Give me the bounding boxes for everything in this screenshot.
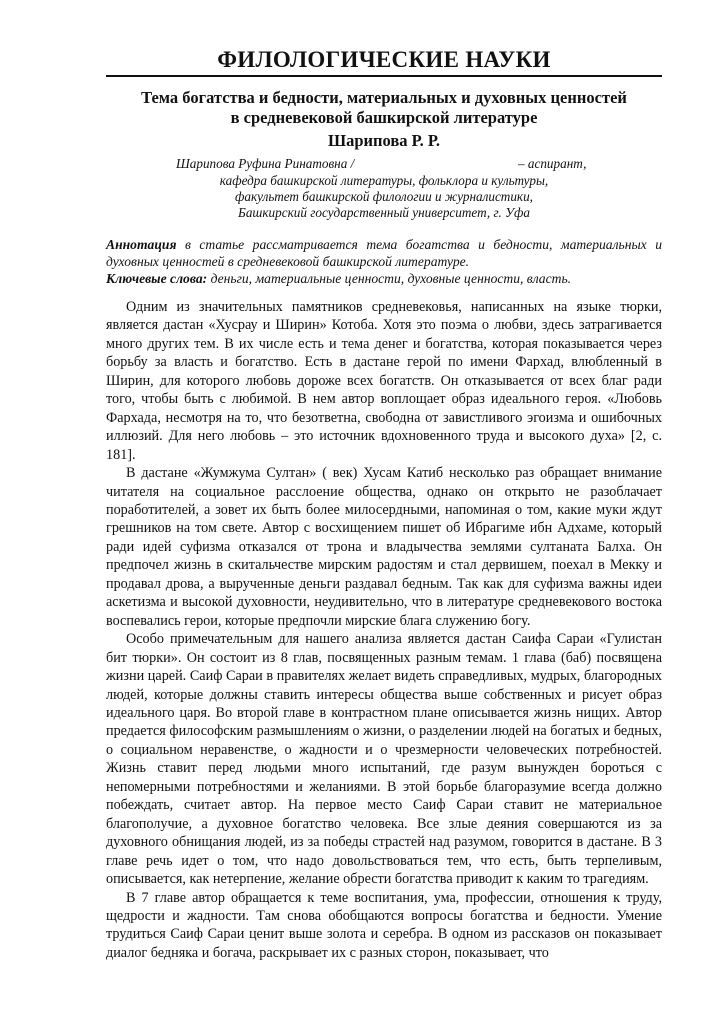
header-rule [106, 75, 662, 77]
article-title [106, 88, 662, 128]
abstract-text: в статье рассматривается тема богатства и бедности, материальных и духовных ценностей в средневековой башкирской литературе. [106, 237, 662, 269]
author-role: – аспирант, [518, 156, 587, 171]
article-author: Шарипова Р. Р. [327, 131, 441, 150]
keywords-text: деньги, материальные ценности, духовные ценности, власть. [207, 271, 572, 286]
body-paragraph: В дастане «Жумжума Султан» ( век) Хусам Катиб несколько раз обращает внимание читателя на социальное расслоение общества, однако он открыто не разоблачает поработителей, а зовет их быть более милосердными, напоминая о том, какие муки ждут грешников на том свете. Автор с восхищением пишет об Ибрагиме ибн Адхаме, который ради идей суфизма отказался от трона и владычества землями султаната Балха. Он предпочел жизнь в скитальчестве мирским радостям и стал дервишем, поехал в Мекку и продавал дрова, а вырученные деньги раздавал бедным. Так как для суфизма важны идеи аскетизма и высокой духовности, неудивительно, что в литературе средневекового востока воспевались герои, которые предпочли мирские блага служению богу. [106, 465, 662, 629]
body-paragraph: Особо примечательным для нашего анализа является дастан Саифа Сараи «Гулистан бит тюрки». Он состоит из 8 глав, посвященных разным темам. 1 глава (баб) посвящена жизни царей. Саиф Сараи в правителях желает видеть справедливых, мудрых, благородных людей, которые должны ставить интересы общества выше собственных и рисует образ идеального царя. Во второй главе в контрастном плане описывается жизнь нищих. Автор предается философским размышлениям о жизни, о разделении людей на богатых и бедных, о социальном неравенстве, о жадности и о чрезмерности человеческих потребностей. Жизнь ставит перед людьми много испытаний, где разум вынужден бороться с непомерными потребностями и желаниями. В этой борьбе благоразумие всегда должно побеждать, считает автор. На первое место Саиф Сараи ставит не материальное благополучие, а духовное богатство человека. Все злые деяния совершаются из за духовного обнищания людей, из за победы страстей над разумом, говорится в дастане. В 3 главе речь идет о том, что надо довольствоваться тем, что есть, быть терпеливым, описывается, как нетерпение, желание обрести богатства приводит к каким то трагедиям. [106, 631, 662, 888]
article-title-line-1: Тема богатства и бедности, материальных и духовных ценностей [141, 88, 627, 107]
journal-section-title: ФИЛОЛОГИЧЕСКИЕ НАУКИ [217, 47, 551, 72]
author-department: кафедра башкирской литературы, фольклора и культуры, [219, 173, 549, 188]
author-university: Башкирский государственный университет, г. Уфа [238, 205, 530, 220]
author-full-name: Шарипова Руфина Ринатовна / [176, 156, 355, 171]
keywords-label: Ключевые слова: [106, 271, 208, 286]
keywords [106, 270, 662, 287]
article-body [106, 298, 662, 962]
body-paragraph: В 7 главе автор обращается к теме воспитания, ума, профессии, отношения к труду, щедрости и жадности. Там снова обобщаются вопросы богатства и бедности. Умение трудиться Саиф Сараи ценит выше золота и серебра. В одном из рассказов он показывает диалог бедняка и богача, раскрывает их с разных сторон, показывает, что [106, 889, 662, 961]
author-faculty: факультет башкирской филологии и журналистики, [235, 189, 533, 204]
abstract [106, 236, 662, 270]
abstract-label: Аннотация [106, 237, 177, 252]
body-paragraph: Одним из значительных памятников средневековья, написанных на языке тюрки, является дастан «Хусрау и Ширин» Котоба. Хотя это поэма о любви, здесь затрагивается много других тем. В их числе есть и тема денег и богатства, которая показывается через борьбу за власть и богатство. Есть в дастане герой по имени Фархад, влюбленный в Ширин, для которого любовь дороже всех богатств. Он отказывается от всех благ ради того, чтобы быть с любимой. В нем автор воплощает образ идеального героя. «Любовь Фархада, несмотря на то, что безответна, свободна от завистливого эгоизма и ошибочных иллюзий. Для него любовь – это источник вдохновенного труда и высокого духа» [2, с. 181]. [106, 299, 662, 463]
article-title-line-2: в средневековой башкирской литературе [230, 108, 538, 127]
